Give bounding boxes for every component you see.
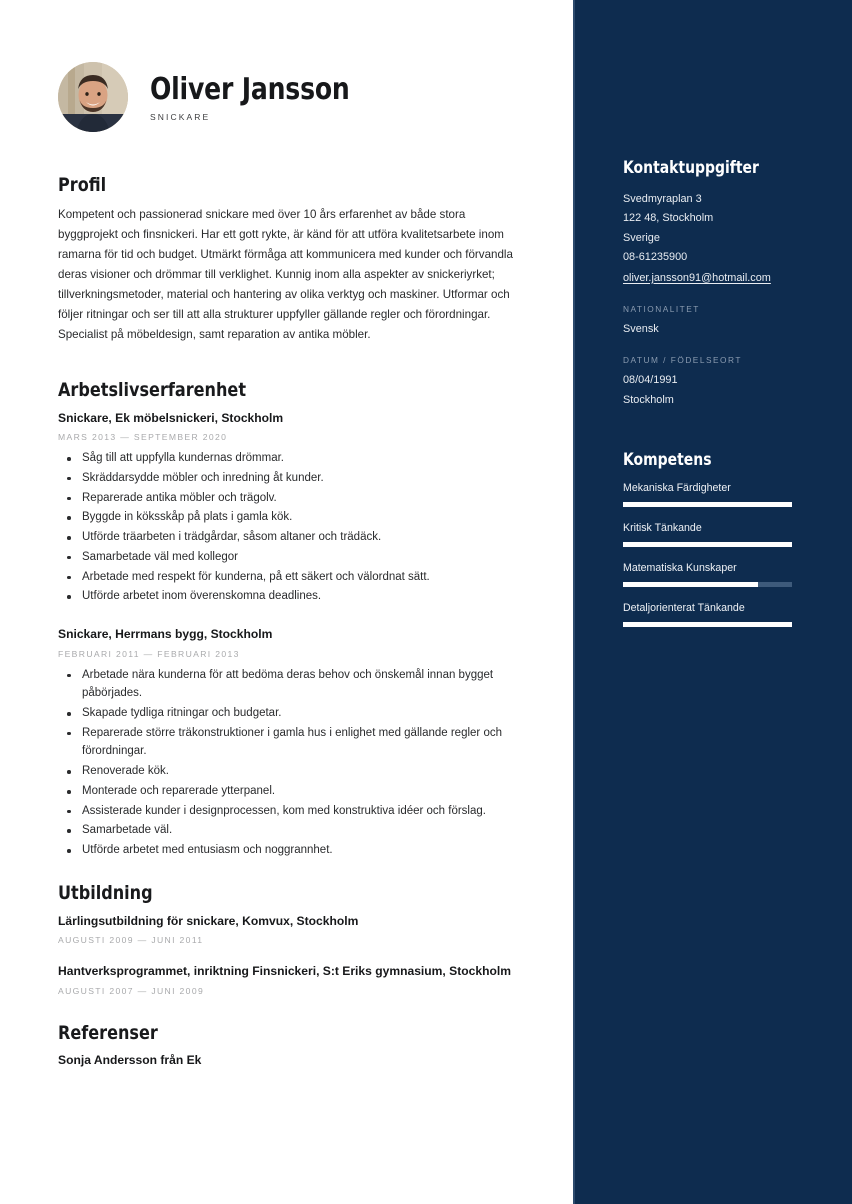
skill-bar-track	[623, 582, 792, 587]
portrait-photo-icon	[58, 62, 128, 132]
experience-date: FEBRUARI 2011 — FEBRUARI 2013	[58, 648, 240, 659]
sidebar-section-skills	[623, 450, 828, 627]
skill-bar-fill	[623, 542, 792, 547]
reference-entry: Sonja Andersson från Ek	[58, 1052, 202, 1067]
skill-label: Matematiska Kunskaper	[623, 562, 737, 575]
contact-address-line1: Svedmyraplan 3	[623, 193, 702, 205]
skill-label: Kritisk Tänkande	[623, 522, 702, 535]
section-heading-education: Utbildning	[58, 881, 153, 904]
skill-item	[623, 522, 828, 547]
avatar	[58, 62, 128, 132]
job-title-subtitle: SNICKARE	[150, 112, 211, 123]
list-item: Reparerade antika möbler och trägolv.	[58, 489, 527, 508]
skill-item	[623, 562, 828, 587]
skill-item	[623, 482, 828, 507]
list-item: Utförde arbetet inom överenskomna deadlines.	[58, 587, 527, 606]
section-heading-experience: Arbetslivserfarenhet	[58, 378, 247, 401]
skill-label: Detaljorienterat Tänkande	[623, 602, 745, 615]
skill-bar-track	[623, 502, 792, 507]
section-heading-profile: Profil	[58, 174, 107, 196]
list-item: Reparerade större träkonstruktioner i gamla hus i enlighet med gällande regler och förordningar.	[58, 724, 527, 761]
experience-date: MARS 2013 — SEPTEMBER 2020	[58, 432, 228, 443]
skill-bar-track	[623, 622, 792, 627]
skill-bar-track	[623, 542, 792, 547]
experience-entry	[58, 410, 527, 606]
list-item: Skapade tydliga ritningar och budgetar.	[58, 704, 527, 723]
experience-entry	[58, 626, 527, 860]
section-references	[58, 1022, 527, 1067]
sidebar-heading-skills: Kompetens	[623, 450, 712, 470]
list-item: Utförde träarbeten i trädgårdar, såsom altaner och trädäck.	[58, 528, 527, 547]
contact-country: Sverige	[623, 231, 660, 244]
list-item: Utförde arbetet med entusiasm och noggrannhet.	[58, 841, 527, 860]
resume-header	[58, 62, 527, 132]
education-entry	[58, 963, 527, 996]
skill-bar-fill	[623, 622, 792, 627]
list-item: Skräddarsydde möbler och inredning åt kunder.	[58, 469, 527, 488]
education-date: AUGUSTI 2009 — JUNI 2011	[58, 935, 204, 946]
list-item: Assisterade kunder i designprocessen, kom med konstruktiva idéer och förslag.	[58, 802, 527, 821]
list-item: Såg till att uppfylla kundernas drömmar.	[58, 449, 527, 468]
experience-bullets	[58, 666, 527, 860]
experience-title: Snickare, Ek möbelsnickeri, Stockholm	[58, 410, 284, 425]
sidebar-section-contact	[623, 158, 828, 410]
contact-email-link[interactable]: oliver.jansson91@hotmail.com	[623, 271, 771, 284]
birth-label: DATUM / FÖDELSEORT	[623, 355, 742, 366]
section-experience	[58, 379, 527, 860]
birth-date: 08/04/1991	[623, 374, 678, 387]
education-date: AUGUSTI 2007 — JUNI 2009	[58, 985, 205, 996]
sidebar	[573, 0, 852, 1204]
section-education	[58, 882, 527, 996]
list-item: Monterade och reparerade ytterpanel.	[58, 782, 527, 801]
nationality-value: Svensk	[623, 323, 659, 336]
list-item: Arbetade nära kunderna för att bedöma deras behov och önskemål innan bygget påbörjades.	[58, 666, 527, 703]
section-heading-references: Referenser	[58, 1021, 158, 1044]
experience-bullets	[58, 449, 527, 606]
name-block	[150, 72, 365, 123]
sidebar-heading-contact: Kontaktuppgifter	[623, 158, 759, 177]
list-item: Byggde in köksskåp på plats i gamla kök.	[58, 508, 527, 527]
section-profile	[58, 174, 527, 345]
education-title: Hantverksprogrammet, inriktning Finsnickeri, S:t Eriks gymnasium, Stockholm	[58, 964, 511, 979]
list-item: Arbetade med respekt för kunderna, på ett säkert och välordnat sätt.	[58, 568, 527, 587]
list-item: Renoverade kök.	[58, 762, 527, 781]
contact-address-line2: 122 48, Stockholm	[623, 212, 714, 225]
skill-bar-fill	[623, 582, 758, 587]
contact-phone: 08-61235900	[623, 251, 688, 264]
page-title: Oliver Jansson	[150, 71, 350, 107]
education-entry	[58, 913, 527, 946]
skill-bar-fill	[623, 502, 792, 507]
profile-text: Kompetent och passionerad snickare med över 10 års erfarenhet av både stora byggprojekt och finsnickeri. Har ett gott rykte, är känd för att utföra kvalitetsarbete inom ramarna för tid och budget. Utmärkt förmåga att kommunicera med kunder och förvandla deras visioner och drömmar till verklighet. Kunnig inom alla aspekter av snickeriyrket; tillverkningsmetoder, material och hantering av olika verktyg och maskiner. Utformar och följer ritningar och ser till att alla strukturer uppfyller gällande regler och förordningar. Specialist på möbeldesign, samt reparation av antika möbler.	[58, 208, 513, 341]
list-item: Samarbetade väl.	[58, 821, 527, 840]
skill-item	[623, 602, 828, 627]
nationality-label: NATIONALITET	[623, 304, 700, 315]
skill-label: Mekaniska Färdigheter	[623, 482, 731, 495]
birth-place: Stockholm	[623, 393, 674, 406]
education-title: Lärlingsutbildning för snickare, Komvux, Stockholm	[58, 913, 359, 928]
list-item: Samarbetade väl med kollegor	[58, 548, 527, 567]
experience-title: Snickare, Herrmans bygg, Stockholm	[58, 626, 273, 641]
